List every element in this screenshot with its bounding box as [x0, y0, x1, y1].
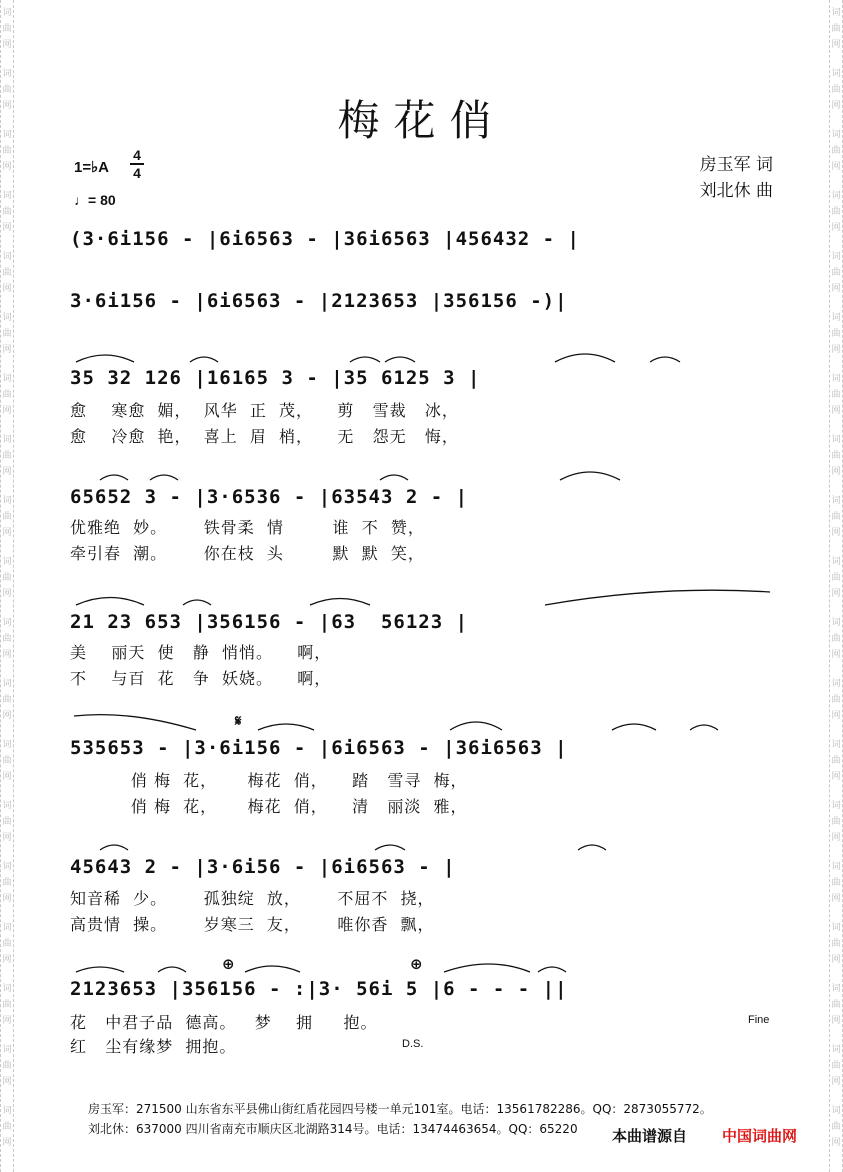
key-signature: 1=♭A [74, 159, 110, 176]
notation-line-1: (3·6i156 - |6i6563 - |36i6563 |456432 - | [70, 228, 580, 250]
watermark-char: 词 [831, 252, 841, 262]
watermark-char: 词 [2, 557, 12, 567]
lyric-line-5b: 不 与百 花 争 妖娆。 啊， [70, 669, 332, 688]
watermark-char: 词 [831, 740, 841, 750]
watermark-char: 曲 [831, 146, 841, 156]
watermark-char: 曲 [2, 512, 12, 522]
watermark-char: 曲 [831, 878, 841, 888]
watermark-char: 词 [2, 252, 12, 262]
watermark-char: 网 [831, 711, 841, 721]
coda-sign-1: ⊕ [222, 955, 235, 973]
watermark-char: 词 [2, 862, 12, 872]
watermark-char: 曲 [2, 390, 12, 400]
source-label: 本曲谱源自 [612, 1127, 688, 1145]
watermark-char: 词 [831, 435, 841, 445]
watermark-char: 网 [2, 772, 12, 782]
watermark-char: 曲 [831, 939, 841, 949]
lyric-line-3b: 愈 冷愈 艳， 喜上 眉 梢， 无 怨无 悔， [70, 427, 459, 446]
watermark-char: 网 [831, 345, 841, 355]
composer-credit: 刘北休 曲 [699, 181, 773, 201]
lyric-line-3a: 愈 寒愈 媚， 风华 正 茂， 剪 雪裁 冰， [70, 401, 459, 420]
watermark-char: 词 [2, 374, 12, 384]
lyric-line-7b: 高贵情 操。 岁寒三 友， 唯你香 飘， [70, 915, 435, 934]
watermark-char: 曲 [2, 878, 12, 888]
watermark-char: 词 [831, 130, 841, 140]
watermark-char: 词 [831, 557, 841, 567]
watermark-char: 曲 [831, 451, 841, 461]
watermark-char: 网 [831, 223, 841, 233]
watermark-char: 曲 [2, 268, 12, 278]
watermark-char: 曲 [2, 1122, 12, 1132]
watermark-char: 曲 [2, 1061, 12, 1071]
watermark-char: 曲 [831, 329, 841, 339]
watermark-char: 词 [831, 618, 841, 628]
watermark-char: 网 [831, 406, 841, 416]
watermark-char: 网 [831, 833, 841, 843]
watermark-char: 词 [2, 618, 12, 628]
watermark-char: 曲 [2, 756, 12, 766]
watermark-char: 词 [831, 496, 841, 506]
footer-contact-composer: 刘北休：637000 四川省南充市顺庆区北湖路314号。电话：13474463654。QQ：65220 [88, 1122, 578, 1136]
watermark-char: 网 [831, 1077, 841, 1087]
lyric-line-7a: 知音稀 少。 孤独绽 放， 不屈不 挠， [70, 889, 435, 908]
watermark-char: 网 [831, 40, 841, 50]
watermark-char: 词 [2, 740, 12, 750]
watermark-char: 曲 [831, 1122, 841, 1132]
watermark-char: 词 [831, 191, 841, 201]
watermark-char: 词 [2, 923, 12, 933]
watermark-char: 曲 [2, 573, 12, 583]
watermark-char: 词 [831, 1106, 841, 1116]
watermark-char: 网 [2, 40, 12, 50]
watermark-char: 词 [2, 435, 12, 445]
lyric-line-4a: 优雅绝 妙。 铁骨柔 情 谁 不 赞， [70, 518, 425, 537]
notation-line-5: 21 23 653 |356156 - |63 56123 | [70, 611, 469, 633]
watermark-char: 曲 [2, 1000, 12, 1010]
watermark-char: 网 [831, 955, 841, 965]
lyricist-credit: 房玉军 词 [699, 155, 773, 175]
watermark-char: 网 [2, 650, 12, 660]
watermark-char: 网 [2, 528, 12, 538]
time-sig-bottom: 4 [133, 165, 141, 181]
lyric-line-8b: 红 尘有缘梦 拥抱。 [70, 1037, 237, 1056]
watermark-char: 曲 [831, 817, 841, 827]
watermark-char: 曲 [831, 207, 841, 217]
watermark-char: 曲 [831, 268, 841, 278]
watermark-char: 词 [831, 801, 841, 811]
watermark-char: 网 [831, 284, 841, 294]
watermark-char: 词 [2, 1045, 12, 1055]
lyric-line-6a: 俏 梅 花， 梅花 俏， 踏 雪寻 梅， [70, 771, 468, 790]
tempo-mark: ♩= 80 [74, 192, 116, 208]
watermark-char: 词 [2, 1106, 12, 1116]
watermark-char: 词 [831, 984, 841, 994]
watermark-char: 网 [2, 1016, 12, 1026]
watermark-char: 曲 [831, 573, 841, 583]
watermark-char: 曲 [831, 1000, 841, 1010]
lyric-line-8a: 花 中君子品 德高。 梦 拥 抱。 [70, 1013, 378, 1032]
watermark-char: 词 [2, 191, 12, 201]
watermark-char: 网 [2, 467, 12, 477]
lyric-line-6b: 俏 梅 花， 梅花 俏， 清 丽淡 雅， [70, 797, 468, 816]
watermark-char: 曲 [2, 817, 12, 827]
source-site[interactable]: 中国词曲网 [722, 1127, 798, 1145]
lyric-line-5a: 美 丽天 使 静 悄悄。 啊， [70, 643, 332, 662]
lyric-line-4b: 牵引春 潮。 你在枝 头 默 默 笑， [70, 544, 425, 563]
watermark-char: 词 [2, 679, 12, 689]
watermark-char: 网 [2, 162, 12, 172]
watermark-char: 词 [2, 313, 12, 323]
watermark-char: 网 [831, 589, 841, 599]
time-sig-top: 4 [133, 147, 141, 163]
notation-line-2: 3·6i156 - |6i6563 - |2123653 |356156 -)| [70, 290, 568, 312]
watermark-char: 曲 [2, 939, 12, 949]
watermark-char: 网 [2, 711, 12, 721]
watermark-char: 网 [831, 772, 841, 782]
watermark-char: 网 [2, 833, 12, 843]
watermark-char: 词 [2, 8, 12, 18]
watermark-char: 网 [2, 1077, 12, 1087]
watermark-char: 曲 [2, 634, 12, 644]
watermark-char: 网 [831, 101, 841, 111]
watermark-char: 网 [2, 894, 12, 904]
segno-sign: 𝄋 [235, 712, 242, 730]
watermark-char: 曲 [2, 695, 12, 705]
watermark-char: 网 [2, 1138, 12, 1148]
watermark-char: 词 [831, 679, 841, 689]
notation-line-8: 2123653 |356156 - :|3· 56i 5 |6 - - - || [70, 978, 568, 1000]
notation-line-7: 45643 2 - |3·6i56 - |6i6563 - | [70, 856, 456, 878]
watermark-char: 网 [831, 650, 841, 660]
watermark-char: 网 [2, 284, 12, 294]
watermark-char: 网 [831, 467, 841, 477]
watermark-char: 网 [831, 162, 841, 172]
ds-mark: D.S. [402, 1038, 424, 1050]
watermark-char: 网 [2, 589, 12, 599]
notation-line-4: 65652 3 - |3·6536 - |63543 2 - | [70, 486, 469, 508]
footer-contact-lyricist: 房玉军：271500 山东省东平县佛山街红盾花园四号楼一单元101室。电话：13561782286。QQ：2873055772。 [88, 1102, 712, 1116]
watermark-char: 词 [831, 1045, 841, 1055]
watermark-char: 词 [831, 8, 841, 18]
watermark-char: 曲 [2, 329, 12, 339]
watermark-char: 曲 [831, 24, 841, 34]
watermark-char: 网 [2, 406, 12, 416]
watermark-char: 网 [2, 345, 12, 355]
watermark-char: 词 [831, 69, 841, 79]
watermark-char: 曲 [831, 756, 841, 766]
coda-sign-2: ⊕ [410, 955, 423, 973]
watermark-char: 词 [2, 130, 12, 140]
watermark-char: 网 [831, 528, 841, 538]
watermark-char: 曲 [831, 512, 841, 522]
watermark-char: 曲 [831, 634, 841, 644]
watermark-char: 曲 [831, 390, 841, 400]
watermark-char: 词 [2, 496, 12, 506]
watermark-char: 网 [2, 101, 12, 111]
watermark-char: 曲 [2, 451, 12, 461]
watermark-char: 曲 [2, 85, 12, 95]
watermark-char: 网 [831, 894, 841, 904]
watermark-char: 词 [831, 862, 841, 872]
watermark-char: 网 [2, 223, 12, 233]
song-title: 梅花俏 [337, 96, 506, 145]
notation-line-6: 535653 - |3·6i156 - |6i6563 - |36i6563 | [70, 737, 568, 759]
watermark-char: 曲 [2, 146, 12, 156]
watermark-char: 曲 [2, 207, 12, 217]
watermark-char: 曲 [831, 85, 841, 95]
watermark-char: 曲 [831, 695, 841, 705]
watermark-char: 网 [831, 1016, 841, 1026]
watermark-char: 网 [831, 1138, 841, 1148]
watermark-char: 词 [831, 374, 841, 384]
watermark-char: 词 [831, 313, 841, 323]
fine-mark: Fine [748, 1014, 770, 1026]
watermark-char: 曲 [2, 24, 12, 34]
watermark-char: 网 [2, 955, 12, 965]
watermark-char: 词 [831, 923, 841, 933]
watermark-char: 词 [2, 984, 12, 994]
notation-line-3: 35 32 126 |16165 3 - |35 6125 3 | [70, 367, 481, 389]
watermark-char: 词 [2, 801, 12, 811]
watermark-char: 词 [2, 69, 12, 79]
watermark-char: 曲 [831, 1061, 841, 1071]
